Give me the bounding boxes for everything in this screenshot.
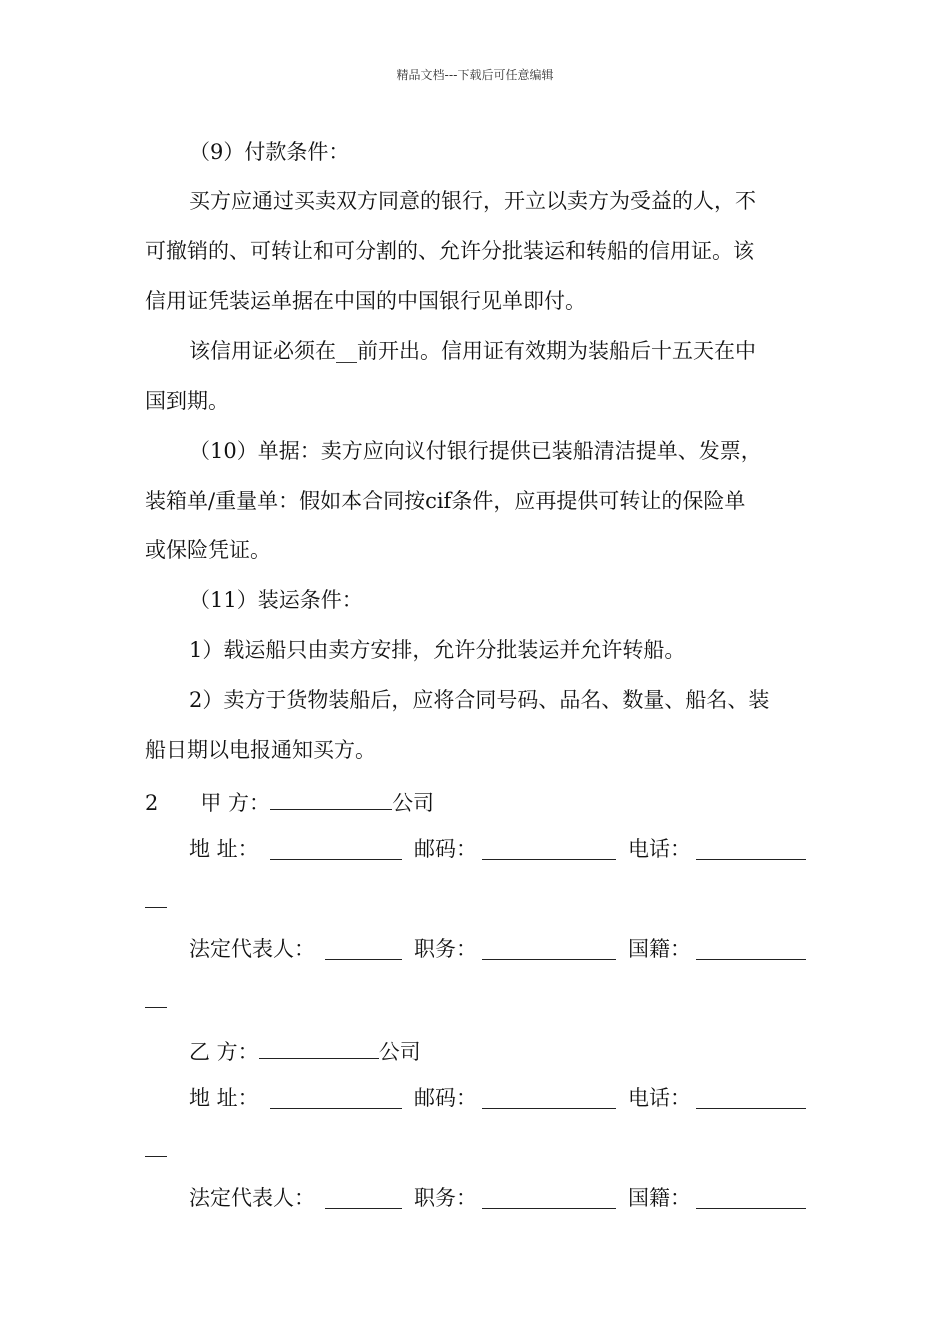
party-b-address-label: 地 址： [189,1086,259,1110]
clause-9-line-2: 可撤销的、可转让和可分割的、允许分批装运和转船的信用证。该 [145,239,754,263]
party-a-phone-blank[interactable] [696,837,806,860]
underline-continuation [145,907,167,908]
party-b-address-blank[interactable] [270,1086,402,1109]
party-a-company-suffix: 公司 [392,791,435,815]
page-header: 精品文档---下载后可任意编辑 [396,68,554,82]
party-a-position-blank[interactable] [482,937,616,960]
clause-10-line-2: 装箱单/重量单：假如本合同按cif条件，应再提供可转让的保险单 [145,489,746,513]
party-a-nationality-blank[interactable] [696,937,806,960]
party-b-rep-blank[interactable] [325,1186,402,1209]
clause-10-line-1: （10）单据：卖方应向议付银行提供已装船清洁提单、发票， [189,439,762,463]
party-a-name-blank[interactable] [270,787,392,810]
party-b-position-label: 职务： [414,1186,477,1210]
party-b-rep-label: 法定代表人： [189,1186,315,1210]
underline-continuation [145,1156,167,1157]
party-a-address-label: 地 址： [189,837,259,861]
party-b-postcode-blank[interactable] [482,1086,616,1109]
clause-9b-line-1: 该信用证必须在__前开出。信用证有效期为装船后十五天在中 [189,339,756,363]
party-b-line [189,1036,421,1064]
clause-9-title: （9）付款条件： [189,140,350,164]
underline-continuation [145,1007,167,1008]
party-b-company-suffix: 公司 [378,1040,421,1064]
party-a-position-label: 职务： [414,937,477,961]
party-a-line [145,787,434,815]
clause-9-line-1: 买方应通过买卖双方同意的银行，开立以卖方为受益的人，不 [189,189,756,213]
party-b-postcode-label: 邮码： [414,1086,477,1110]
party-a-nationality-label: 国籍： [628,937,691,961]
party-a-rep-blank[interactable] [325,937,402,960]
clause-11-item-2-line-2: 船日期以电报通知买方。 [145,738,376,762]
party-a-postcode-blank[interactable] [482,837,616,860]
party-b-phone-label: 电话： [628,1086,691,1110]
party-a-phone-label: 电话： [628,837,691,861]
clause-10-line-3: 或保险凭证。 [145,538,271,562]
party-a-address-blank[interactable] [270,837,402,860]
party-a-label: 甲 方： [200,791,271,815]
party-b-nationality-blank[interactable] [696,1186,806,1209]
party-a-postcode-label: 邮码： [414,837,477,861]
party-b-label: 乙 方： [189,1040,259,1064]
clause-9b-line-2: 国到期。 [145,389,229,413]
clause-11-item-1: 1）载运船只由卖方安排，允许分批装运并允许转船。 [189,638,686,662]
section-number: 2 [145,791,159,815]
party-b-nationality-label: 国籍： [628,1186,691,1210]
party-b-position-blank[interactable] [482,1186,616,1209]
clause-11-item-2-line-1: 2）卖方于货物装船后，应将合同号码、品名、数量、船名、装 [189,688,770,712]
clause-11-title: （11）装运条件： [189,588,363,612]
party-a-rep-label: 法定代表人： [189,937,315,961]
party-b-name-blank[interactable] [259,1036,379,1059]
party-b-phone-blank[interactable] [696,1086,806,1109]
clause-9-line-3: 信用证凭装运单据在中国的中国银行见单即付。 [145,289,586,313]
